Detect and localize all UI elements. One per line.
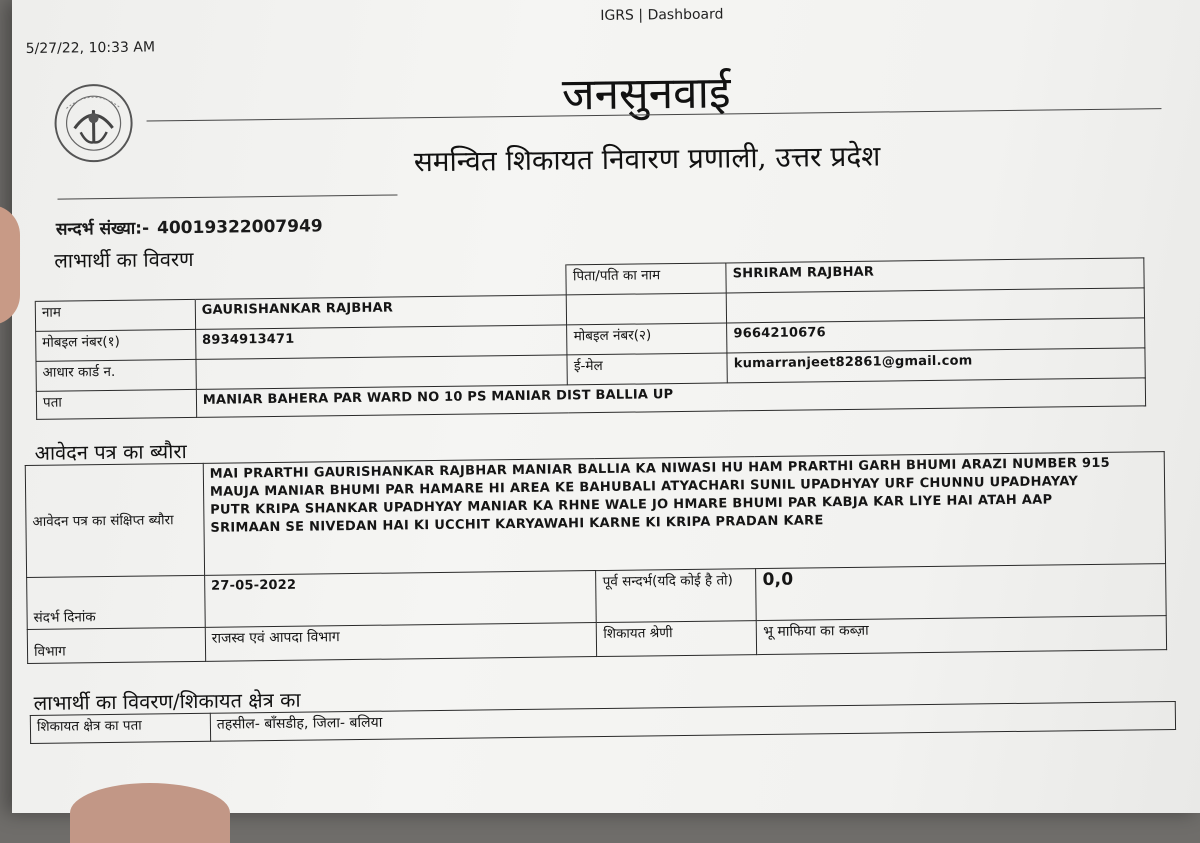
page-subtitle: समन्वित शिकायत निवारण प्रणाली, उत्तर प्रदेश <box>413 139 881 179</box>
aadhaar-label: आधार कार्ड न. <box>36 359 196 391</box>
complaint-line: PUTR KRIPA SHANKAR UPADHYAY MANIAR KA RHNE WALE JO HMARE BHUMI PAR KABJA KAR LIYE HAI ATAH AAP <box>210 492 1053 518</box>
summary-label: आवेदन पत्र का संक्षिप्त ब्यौरा <box>25 463 204 577</box>
mobile2-label: मोबइल नंबर(२) <box>567 323 727 355</box>
reference-value: 40019322007949 <box>156 216 323 239</box>
prev-ref-value: 0,0 <box>756 564 1166 621</box>
application-table <box>25 451 1167 664</box>
department-value: राजस्व एवं आपदा विभाग <box>205 623 597 662</box>
name-value: GAURISHANKAR RAJBHAR <box>195 295 567 330</box>
mobile1-value: 8934913471 <box>195 325 567 360</box>
complaint-area-section-title: लाभार्थी का विवरण/शिकायत क्षेत्र का <box>33 687 301 715</box>
print-page-title: IGRS | Dashboard <box>600 6 724 24</box>
print-timestamp: 5/27/22, 10:33 AM <box>25 39 156 57</box>
beneficiary-section-title: लाभार्थी का विवरण <box>54 246 194 273</box>
reference-number <box>56 213 323 239</box>
complaint-line: MAUJA MANIAR BHUMI PAR HAMARE HI AREA KE BAHUBALI ATYACHARI SUNIL UPADHYAY URF CHUNNU UPADHAYAY <box>209 474 1079 500</box>
aadhaar-value <box>196 355 568 390</box>
father-label: पिता/पति का नाम <box>566 263 726 295</box>
address-label: पता <box>36 389 196 419</box>
name-label: नाम <box>35 299 195 331</box>
complaint-area-label: शिकायत क्षेत्र का पता <box>30 713 210 743</box>
complaint-line: SRIMAAN SE NIVEDAN HAI KI UCCHIT KARYAWAHI KARNE KI KRIPA PRADAN KARE <box>210 513 824 536</box>
date-label: संदर्भ दिनांक <box>27 575 205 629</box>
complaint-line: MAI PRARTHI GAURISHANKAR RAJBHAR MANIAR BALLIA KA NIWASI HU HAM PRARTHI GARH BHUMI ARAZI NUMBER 915 <box>209 455 1111 482</box>
department-label: विभाग <box>27 627 205 663</box>
table-row <box>25 452 1165 578</box>
application-section-title: आवेदन पत्र का ब्यौरा <box>34 439 187 465</box>
email-value: kumarranjeet82861@gmail.com <box>727 348 1145 383</box>
category-value: भू माफिया का कब्ज़ा <box>757 616 1167 655</box>
address-value: MANIAR BAHERA PAR WARD NO 10 PS MANIAR DIST BALLIA UP <box>196 378 1145 418</box>
father-value: SHRIRAM RAJBHAR <box>726 258 1144 293</box>
up-government-emblem-icon <box>52 82 135 165</box>
complaint-area-value: तहसील- बाँसडीह, जिला- बलिया <box>210 701 1175 741</box>
prev-ref-label: पूर्व सन्दर्भ(यदि कोई है तो) <box>596 569 757 623</box>
date-value: 27-05-2022 <box>204 571 596 628</box>
mobile1-label: मोबइल नंबर(१) <box>36 329 196 361</box>
beneficiary-table <box>34 257 1146 420</box>
email-label: ई-मेल <box>567 353 727 385</box>
reference-label: सन्दर्भ संख्या:- <box>55 218 150 240</box>
complaint-summary <box>203 452 1165 576</box>
page-title: जनसुनवाई <box>561 67 731 121</box>
finger-bottom <box>70 783 230 843</box>
mobile2-value: 9664210676 <box>727 318 1145 353</box>
subtitle-divider <box>57 194 397 199</box>
category-label: शिकायत श्रेणी <box>597 621 757 657</box>
